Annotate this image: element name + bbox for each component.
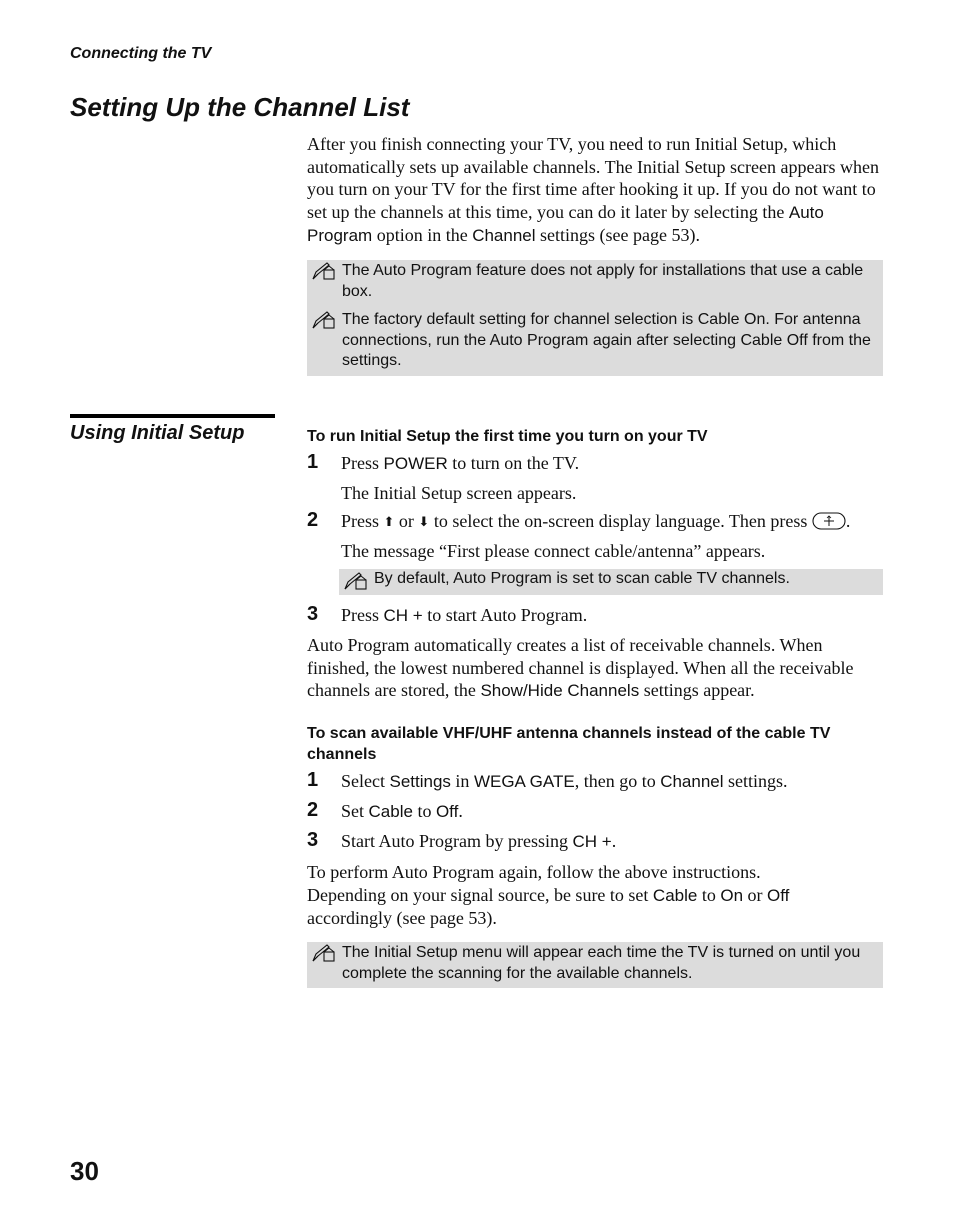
off-term: Off <box>767 885 790 905</box>
step-text-post: . <box>611 831 617 851</box>
note-item <box>307 261 871 302</box>
step-text <box>341 801 463 822</box>
procedure-heading: To scan available VHF/UHF antenna channels instead of the cable TV channels <box>307 725 831 763</box>
channel-term: Channel <box>472 226 536 246</box>
paragraph-text-1: Auto Program automatically creates a list of receivable channels. When finished, the lowest numbered channel is displayed. When all the receivable channels are stored, the <box>307 635 854 701</box>
wega-gate-term: WEGA GATE <box>473 772 575 791</box>
off-term: Off <box>435 802 459 821</box>
step-text-pre: Press <box>341 605 384 625</box>
step-text-post: to select the on-screen display language. Then press <box>429 511 812 531</box>
step-text-pre: Set <box>341 801 369 821</box>
step-text <box>341 511 850 532</box>
step-text-pre: Start Auto Program by pressing <box>341 831 573 851</box>
step-number: 3 <box>307 829 319 851</box>
step-text-pre: Select <box>341 771 390 791</box>
ch-plus-key: CH + <box>572 832 612 851</box>
power-key: POWER <box>383 454 448 473</box>
paragraph-text-1: To perform Auto Program again, follow the above instructions. Depending on your signal source, be sure to set <box>307 862 761 905</box>
note-box-inline <box>339 569 883 595</box>
step-text-mid: to <box>412 801 436 821</box>
show-hide-channels-term: Show/Hide Channels <box>480 681 640 701</box>
note-text: By default, Auto Program is set to scan cable TV channels. <box>374 570 790 587</box>
enter-button-icon <box>812 512 846 530</box>
intro-text-1: After you finish connecting your TV, you need to run Initial Setup, which automatically sets up available channels. The Initial Setup screen appears when you turn on your TV for the first time after hooking it up. If you do not want to set up the channels at this time, you can do it later by selecting the <box>307 134 879 222</box>
ch-plus-key: CH + <box>383 606 423 625</box>
step-number: 3 <box>307 603 319 625</box>
step-text <box>341 831 616 852</box>
note-item <box>339 569 875 590</box>
step-text-post: . <box>458 801 463 821</box>
step-text-end: . <box>845 511 851 531</box>
repeat-instructions-paragraph <box>307 861 827 930</box>
on-term: On <box>720 885 744 905</box>
step-text-post: to start Auto Program. <box>422 605 588 625</box>
step-text-post: to turn on the TV. <box>447 453 580 473</box>
note-pencil-icon <box>311 943 337 963</box>
intro-text-2: option in the <box>372 225 473 246</box>
cable-term: Cable <box>368 802 413 821</box>
note-text: The Auto Program feature does not apply for installations that use a cable box. <box>342 262 864 300</box>
note-item <box>307 943 863 984</box>
section-title: Using Initial Setup <box>70 422 245 444</box>
step-text <box>341 605 587 626</box>
note-pencil-icon <box>311 261 337 281</box>
paragraph-text-2: settings appear. <box>639 680 755 701</box>
page-title: Setting Up the Channel List <box>70 92 410 122</box>
intro-paragraph <box>307 133 887 248</box>
paragraph-text-2: to <box>697 884 721 905</box>
step-text-mid: in <box>450 771 474 791</box>
note-text: The factory default setting for channel selection is Cable On. For antenna connections, run the Auto Program again after selecting Cable Off from the settings. <box>342 311 871 369</box>
step-text-mid: , then go to <box>574 771 661 791</box>
note-pencil-icon <box>311 310 337 330</box>
settings-term: Settings <box>389 772 451 791</box>
step-text <box>341 453 579 474</box>
running-head: Connecting the TV <box>70 45 212 62</box>
step-text-pre: Press <box>341 453 384 473</box>
step-result: The Initial Setup screen appears. <box>341 483 577 503</box>
page-number: 30 <box>70 1156 99 1186</box>
step-text <box>341 771 788 792</box>
notes-box-top <box>307 260 883 376</box>
section-rule <box>70 414 275 418</box>
note-pencil-icon <box>343 571 369 591</box>
intro-text-3: settings (see page 53). <box>535 225 700 246</box>
auto-program-term: Auto Program <box>307 202 824 246</box>
step-text-pre: Press <box>341 511 384 531</box>
paragraph-text-3: or <box>743 884 768 905</box>
note-item <box>307 310 871 372</box>
up-arrow-icon: ⬆ <box>383 515 395 530</box>
down-arrow-icon: ⬇ <box>418 515 430 530</box>
note-box-bottom <box>307 942 883 988</box>
step-result: The message “First please connect cable/antenna” appears. <box>341 541 766 561</box>
note-text: The Initial Setup menu will appear each time the TV is turned on until you complete the scanning for the available channels. <box>342 944 861 982</box>
step-number: 2 <box>307 799 319 821</box>
step-number: 1 <box>307 451 319 473</box>
step-number: 1 <box>307 769 319 791</box>
cable-term: Cable <box>652 885 698 905</box>
paragraph-text-4: accordingly (see page 53). <box>307 908 497 929</box>
procedure-result-paragraph <box>307 634 887 703</box>
procedure-heading: To run Initial Setup the first time you turn on your TV <box>307 428 708 445</box>
step-text-post: settings. <box>723 771 788 791</box>
step-number: 2 <box>307 509 319 531</box>
channel-term: Channel <box>660 772 724 791</box>
step-text-or: or <box>394 511 419 531</box>
